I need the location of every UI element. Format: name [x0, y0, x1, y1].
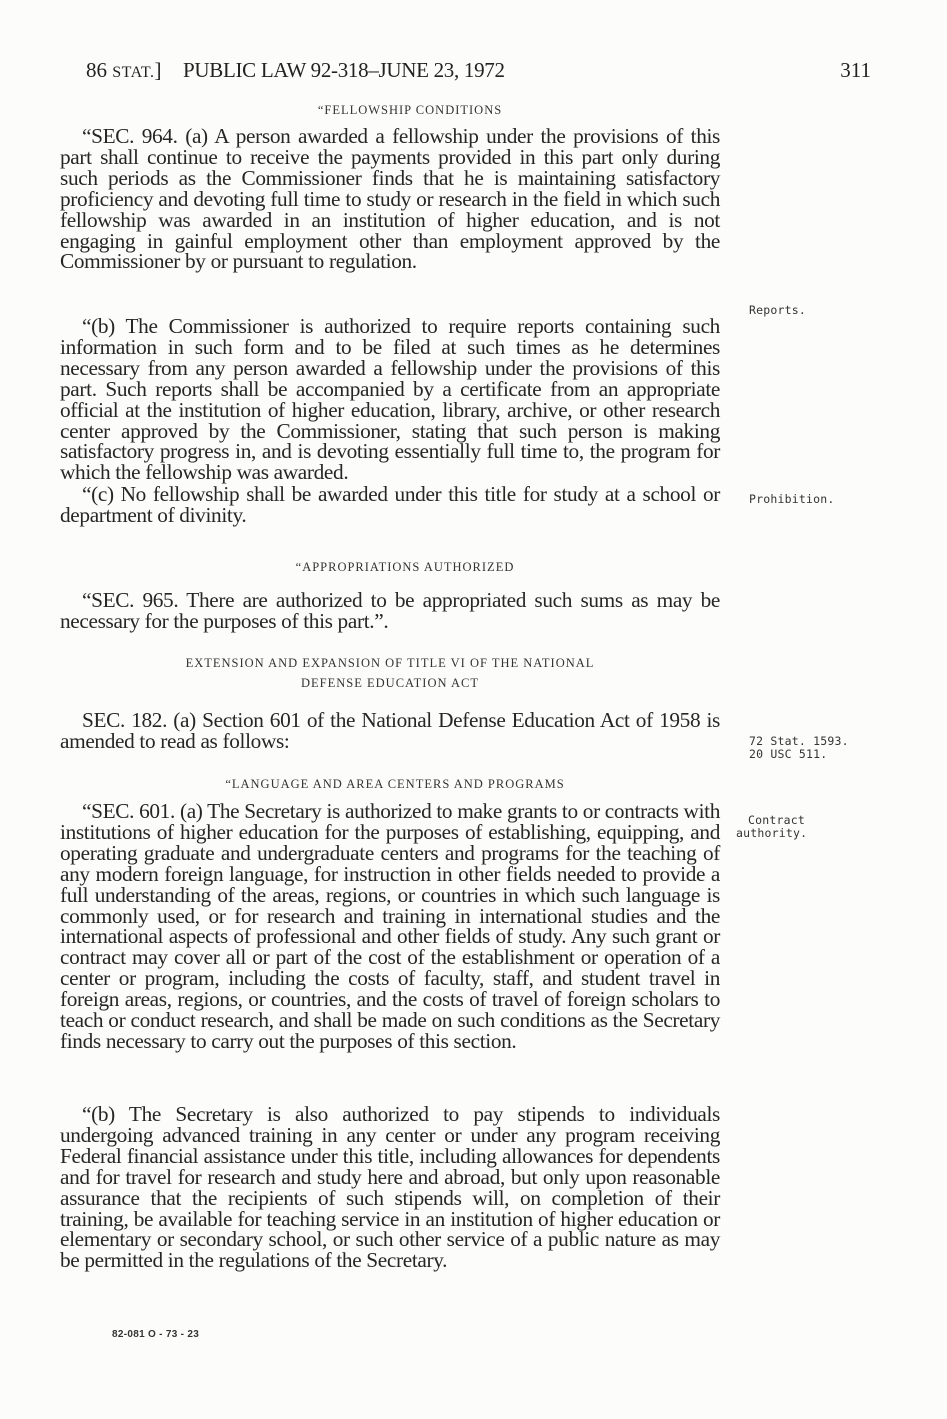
stat-label: STAT. — [112, 64, 155, 81]
section-fellowship-conditions — [60, 103, 720, 118]
section-964-b — [60, 316, 720, 483]
section-language-centers — [60, 777, 720, 792]
page-number: 311 — [840, 58, 871, 82]
section-heading: “FELLOWSHIP CONDITIONS — [317, 103, 503, 117]
stat-bracket: ] — [154, 58, 162, 82]
section-heading: “APPROPRIATIONS AUTHORIZED — [295, 560, 515, 574]
stat-prefix: 86 — [86, 58, 113, 82]
section-601-b — [60, 1104, 720, 1271]
authority-label: authority. — [736, 826, 808, 840]
section-964-c — [60, 484, 720, 526]
margin-note-contract-authority — [736, 814, 807, 840]
paragraph: “(c) No fellowship shall be awarded under this title for study at a school or department of divinity. — [60, 482, 720, 527]
section-heading-line-2: DEFENSE EDUCATION ACT — [301, 676, 479, 690]
paragraph: “SEC. 601. (a) The Secretary is authorized to make grants to or contracts with institutions of higher education for the purposes of establishing, equipping, and operating graduate and undergraduate centers and programs for the teaching of any modern foreign language, for instruction in other fields needed to provide a full understanding of the areas, regions, or countries in which such language is commonly used, or for research and training in international studies and the international aspects of professional and other fields of study. Any such grant or contract may cover all or part of the cost of the establishment or operation of a center or program, including the costs of faculty, staff, and student travel in foreign areas, regions, or countries, and the costs of travel of foreign scholars to teach or conduct research, and shall be made on such conditions as the Secretary finds necessary to carry out the purposes of this section. — [60, 799, 720, 1053]
paragraph: “SEC. 964. (a) A person awarded a fellowship under the provisions of this part shall continue to receive the payments provided in this part only during such periods as the Commissioner finds that he is maintaining satisfactory proficiency and devoting full time to study or research in the field in which such fellowship was awarded in an institution of higher education, and is not engaging in gainful employment other than employment approved by the Commissioner by or pursuant to regulation. — [60, 124, 720, 274]
margin-note-prohibition: Prohibition. — [749, 492, 835, 506]
law-title: PUBLIC LAW 92-318–JUNE 23, 1972 — [183, 58, 505, 82]
section-182 — [60, 710, 720, 752]
section-extension-heading — [60, 656, 720, 691]
paragraph: SEC. 182. (a) Section 601 of the National Defense Education Act of 1958 is amended to read as follows: — [60, 708, 720, 753]
margin-note-citation — [749, 735, 849, 761]
section-964-a — [60, 126, 720, 272]
citation-usc: 20 USC 511. — [749, 747, 828, 761]
running-header — [86, 58, 871, 88]
paragraph: “(b) The Commissioner is authorized to require reports containing such information in such form and to be filed at such times as he determines necessary from any person awarded a fellowship under the provisions of this part. Such reports shall be accompanied by a certificate from an appropriate official at the institution of higher education, library, archive, or other research center approved by the Commissioner, stating that such person is making satisfactory progress in, and is devoting essentially full time to, the program for which the fellowship was awarded. — [60, 314, 720, 485]
section-965 — [60, 590, 720, 632]
section-appropriations — [60, 560, 720, 575]
contract-label: Contract — [748, 813, 805, 827]
paragraph: “SEC. 965. There are authorized to be appropriated such sums as may be necessary for the purposes of this part.”. — [60, 588, 720, 633]
citation-stat: 72 Stat. 1593. — [749, 734, 849, 748]
paragraph: “(b) The Secretary is also authorized to pay stipends to individuals undergoing advanced training in any center or under any program receiving Federal financial assistance under this title, including allowances for dependents and for travel for research and study here and abroad, but only upon reasonable assurance that the recipients of such stipends will, on completion of their training, be available for teaching service in an institution of higher education or elementary or secondary school, or such other service of a public nature as may be permitted in the regulations of the Secretary. — [60, 1102, 720, 1273]
section-heading: “LANGUAGE AND AREA CENTERS AND PROGRAMS — [225, 777, 565, 791]
section-heading-line-1: EXTENSION AND EXPANSION OF TITLE VI OF THE NATIONAL — [185, 656, 595, 670]
print-code-footer: 82-081 O - 73 - 23 — [112, 1329, 200, 1340]
margin-note-reports: Reports. — [749, 303, 806, 317]
statute-volume — [86, 58, 162, 83]
section-601-a — [60, 801, 720, 1052]
